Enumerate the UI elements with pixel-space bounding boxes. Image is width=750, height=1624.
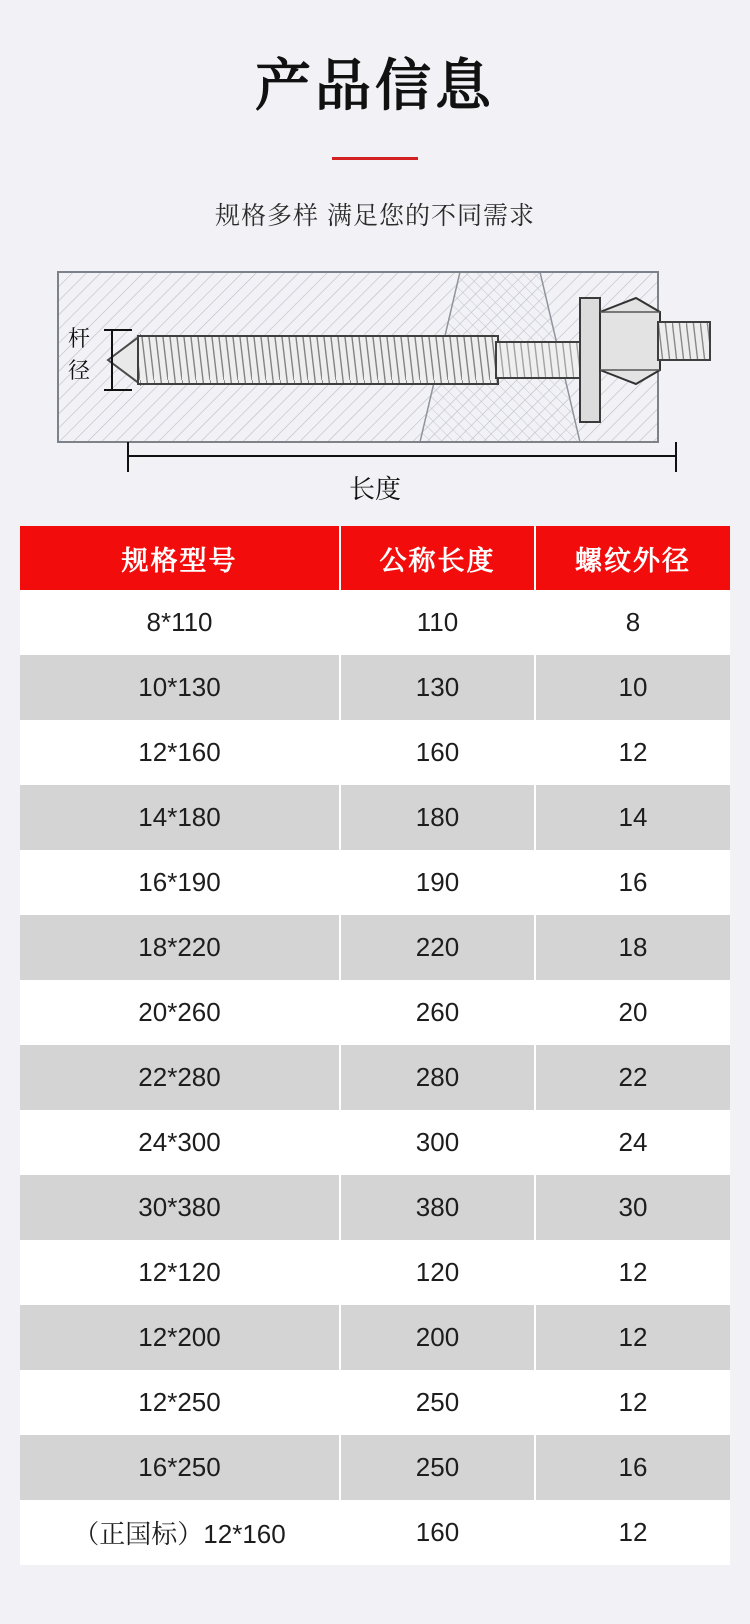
cell-length: 130 [340,655,535,720]
diameter-label-line2: 径 [68,358,91,384]
title-divider [332,157,418,160]
cell-model: 16*190 [20,850,340,915]
cell-diameter: 10 [535,655,730,720]
cell-model: 22*280 [20,1045,340,1110]
cell-length: 110 [340,590,535,655]
cell-model: 12*200 [20,1305,340,1370]
cell-length: 280 [340,1045,535,1110]
table-header-diameter: 螺纹外径 [535,526,730,590]
cell-diameter: 8 [535,590,730,655]
table-row [20,850,730,915]
cell-model: 16*250 [20,1435,340,1500]
cell-model: （正国标）12*160 [20,1500,340,1565]
cell-model: 12*250 [20,1370,340,1435]
table-header-length: 公称长度 [340,526,535,590]
cell-model: 10*130 [20,655,340,720]
product-diagram [0,260,750,500]
cell-length: 180 [340,785,535,850]
cell-length: 120 [340,1240,535,1305]
cell-model: 12*120 [20,1240,340,1305]
cell-diameter: 12 [535,1500,730,1565]
cell-length: 160 [340,1500,535,1565]
cell-length: 250 [340,1370,535,1435]
cell-diameter: 16 [535,1435,730,1500]
table-row [20,1305,730,1370]
cell-diameter: 24 [535,1110,730,1175]
table-row [20,655,730,720]
table-row [20,1435,730,1500]
cell-model: 20*260 [20,980,340,1045]
cell-diameter: 20 [535,980,730,1045]
table-row [20,1045,730,1110]
cell-length: 200 [340,1305,535,1370]
diameter-label-line1: 杆 [68,326,91,352]
cell-model: 12*160 [20,720,340,785]
cell-diameter: 14 [535,785,730,850]
cell-model: 18*220 [20,915,340,980]
cell-diameter: 16 [535,850,730,915]
spec-table [20,526,730,1565]
cell-length: 220 [340,915,535,980]
table-row [20,1110,730,1175]
page-title: 产品信息 [255,54,495,117]
table-header-row [20,526,730,590]
table-row [20,720,730,785]
table-row [20,590,730,655]
cell-diameter: 12 [535,1305,730,1370]
spec-table-body [20,590,730,1565]
table-row [20,1175,730,1240]
cell-model: 30*380 [20,1175,340,1240]
page-subtitle: 规格多样 满足您的不同需求 [215,202,535,231]
cell-length: 380 [340,1175,535,1240]
cell-length: 190 [340,850,535,915]
table-row [20,1370,730,1435]
cell-length: 300 [340,1110,535,1175]
table-row [20,980,730,1045]
cell-diameter: 18 [535,915,730,980]
cell-model: 8*110 [20,590,340,655]
cell-diameter: 12 [535,1370,730,1435]
spec-table-wrap [20,526,730,1565]
cell-length: 250 [340,1435,535,1500]
table-row [20,915,730,980]
cell-diameter: 30 [535,1175,730,1240]
cell-length: 160 [340,720,535,785]
cell-length: 260 [340,980,535,1045]
table-row [20,1500,730,1565]
cell-diameter: 12 [535,720,730,785]
cell-diameter: 22 [535,1045,730,1110]
cell-model: 14*180 [20,785,340,850]
cell-model: 24*300 [20,1110,340,1175]
length-label: 长度 [348,474,402,501]
table-header-model: 规格型号 [20,526,340,590]
table-row [20,1240,730,1305]
cell-diameter: 12 [535,1240,730,1305]
table-row [20,785,730,850]
